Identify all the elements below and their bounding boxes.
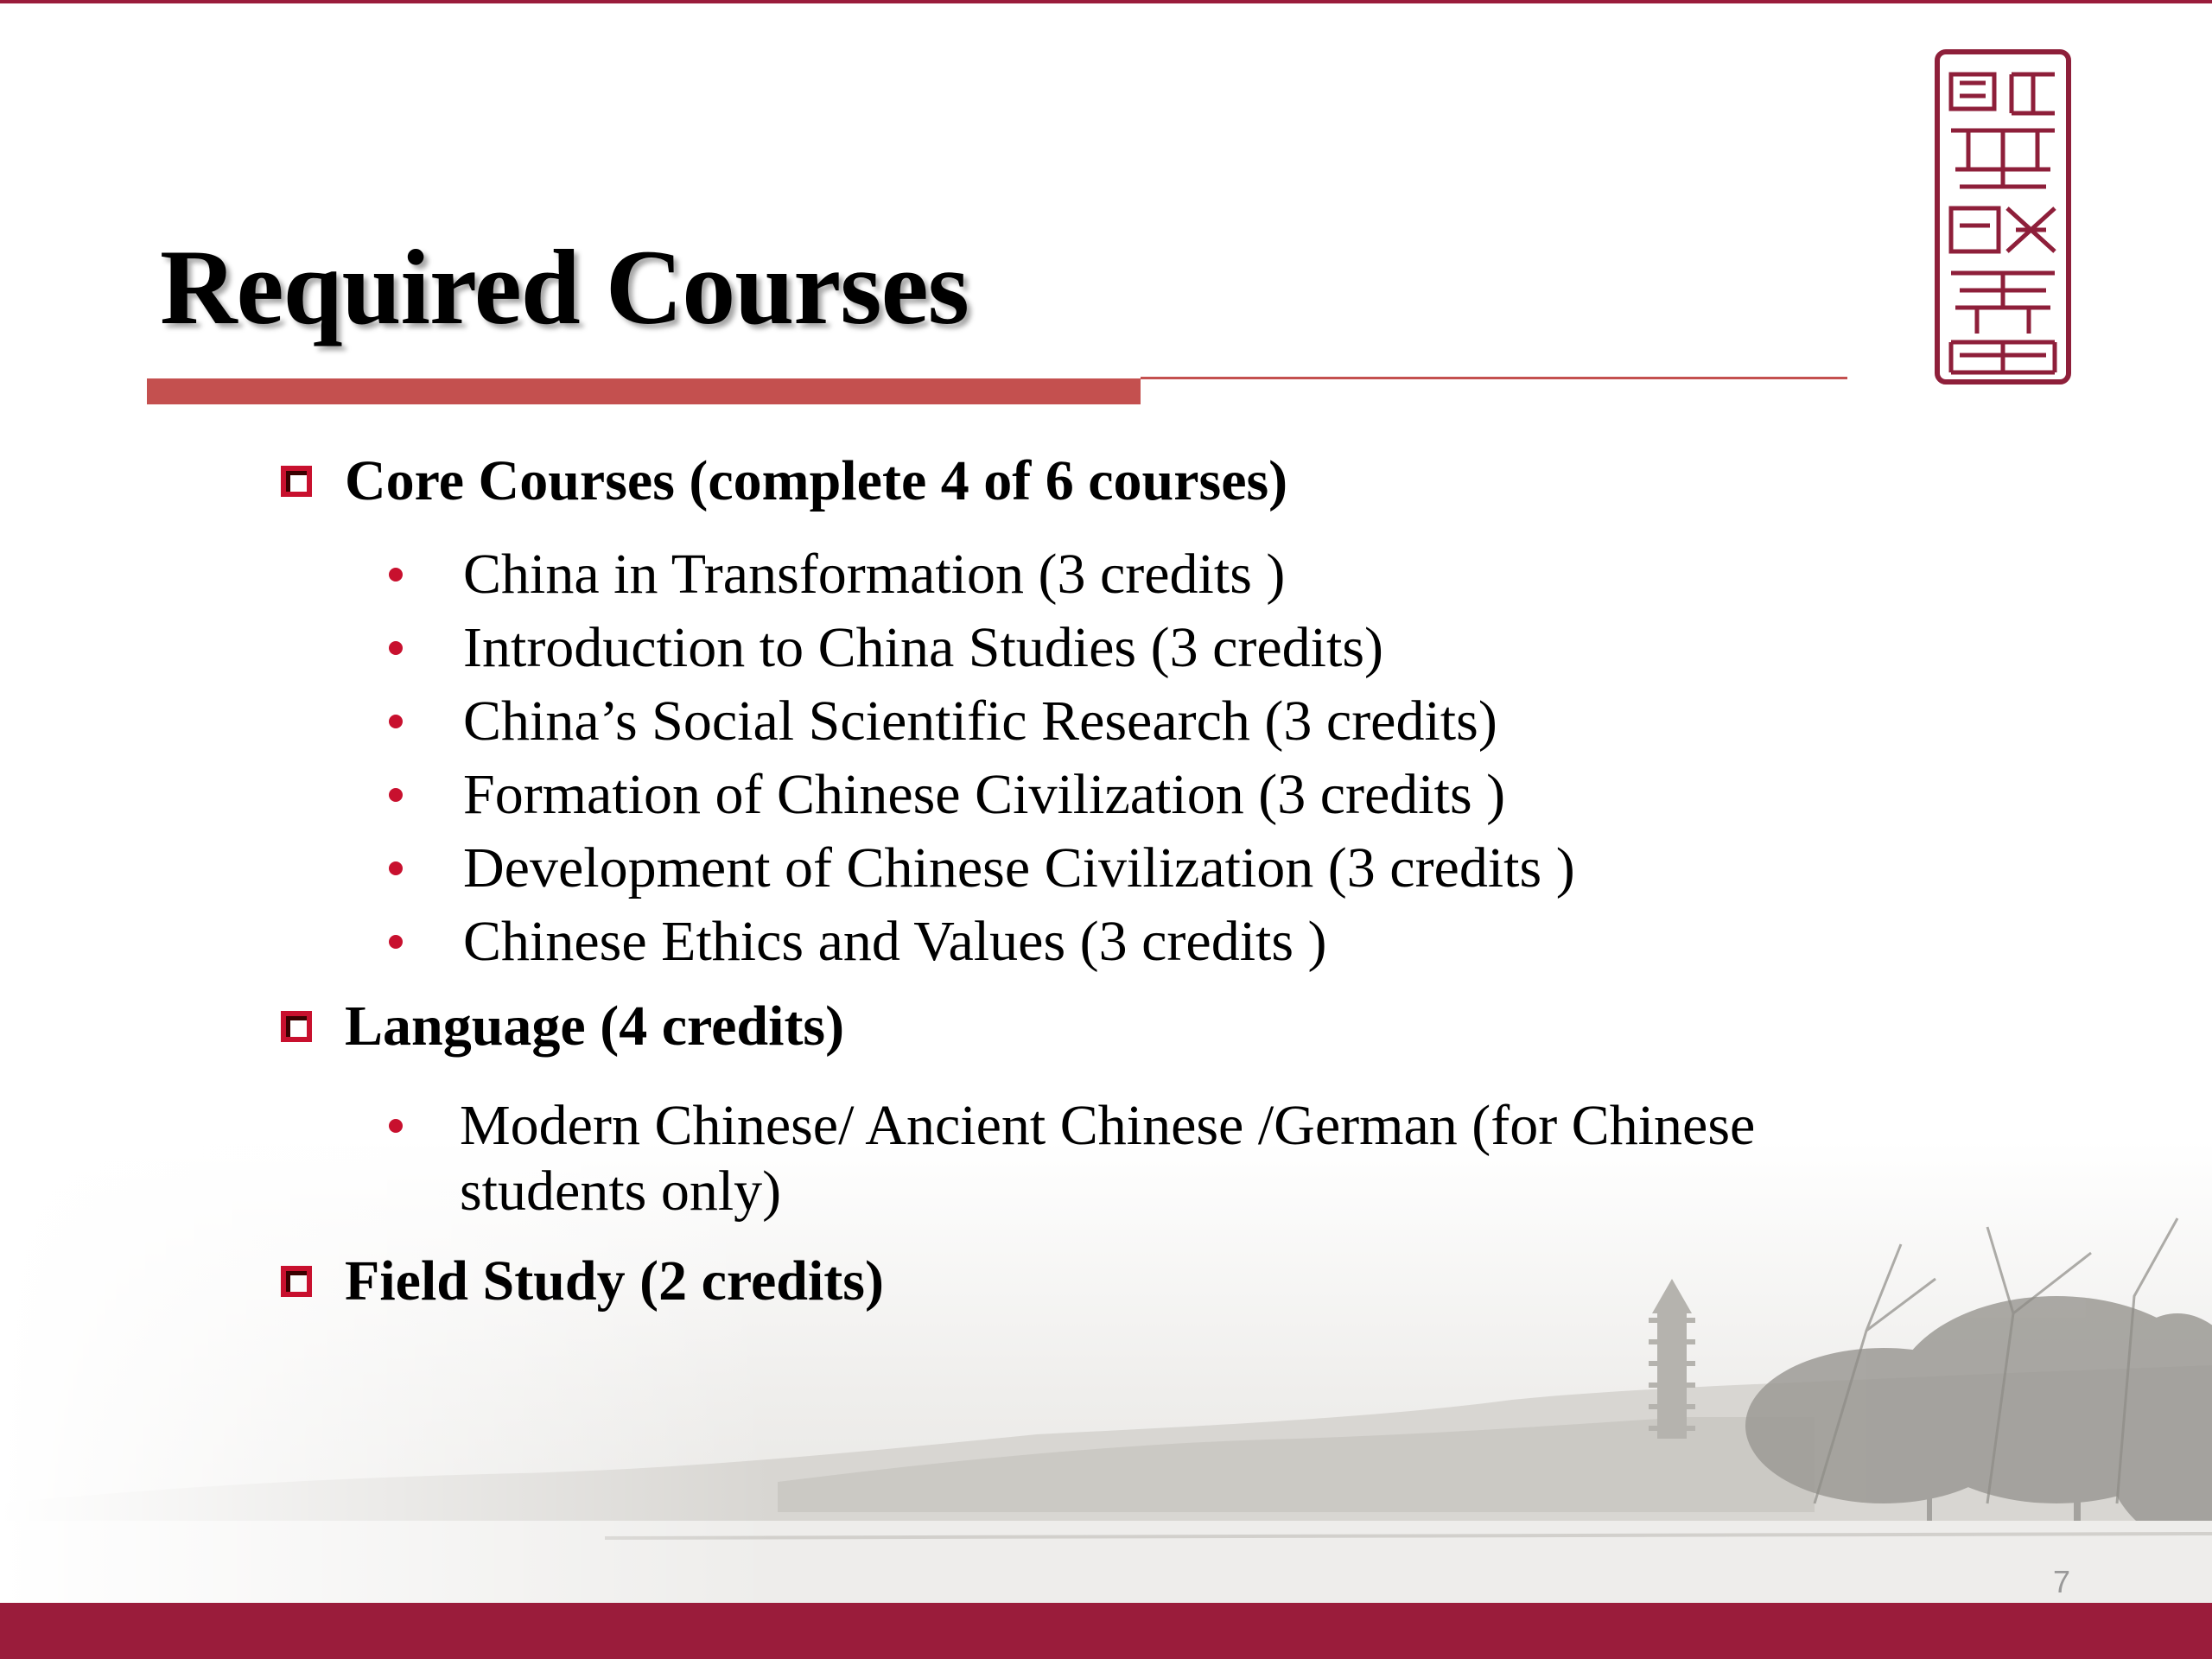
list-item-text: Modern Chinese/ Ancient Chinese /German (for Chinese students only): [460, 1094, 1756, 1223]
slide-title: Required Courses: [160, 228, 969, 346]
top-border: [0, 0, 2212, 3]
list-item-text: Chinese Ethics and Values (3 credits ): [463, 910, 1327, 973]
red-square-icon: [281, 1011, 312, 1042]
section-language: [281, 992, 844, 1061]
red-square-icon: [281, 1266, 312, 1297]
red-bullet-icon: [389, 568, 403, 582]
title-underline-thin: [1141, 377, 1847, 379]
red-bullet-icon: [389, 935, 403, 949]
red-bullet-icon: [389, 1119, 403, 1133]
list-item: [389, 687, 1497, 756]
section-field-study: [281, 1247, 884, 1316]
section-label: Core Courses (complete 4 of 6 courses): [345, 449, 1288, 512]
list-item: [389, 540, 1285, 609]
section-label: Language (4 credits): [345, 995, 845, 1058]
section-core-courses: [281, 447, 1287, 516]
list-item: [389, 834, 1575, 903]
list-item-text: Formation of Chinese Civilization (3 credits ): [463, 763, 1506, 826]
list-item-text: Introduction to China Studies (3 credits): [463, 616, 1383, 679]
section-label: Field Study (2 credits): [345, 1249, 884, 1313]
list-item: [389, 907, 1327, 976]
red-bullet-icon: [389, 715, 403, 728]
list-item-text: China’s Social Scientific Research (3 credits): [463, 690, 1497, 753]
list-item: [389, 613, 1383, 683]
list-item: [389, 1093, 1875, 1224]
list-item: [389, 760, 1505, 830]
title-underline: [147, 378, 1141, 404]
red-bullet-icon: [389, 788, 403, 802]
red-square-icon: [281, 466, 312, 497]
bottom-border: [0, 1603, 2212, 1659]
red-bullet-icon: [389, 861, 403, 875]
list-item-text: China in Transformation (3 credits ): [463, 543, 1286, 606]
list-item-text: Development of Chinese Civilization (3 credits ): [463, 836, 1575, 899]
seal-icon: [1934, 48, 2072, 385]
red-bullet-icon: [389, 641, 403, 655]
page-number: 7: [2053, 1564, 2071, 1599]
